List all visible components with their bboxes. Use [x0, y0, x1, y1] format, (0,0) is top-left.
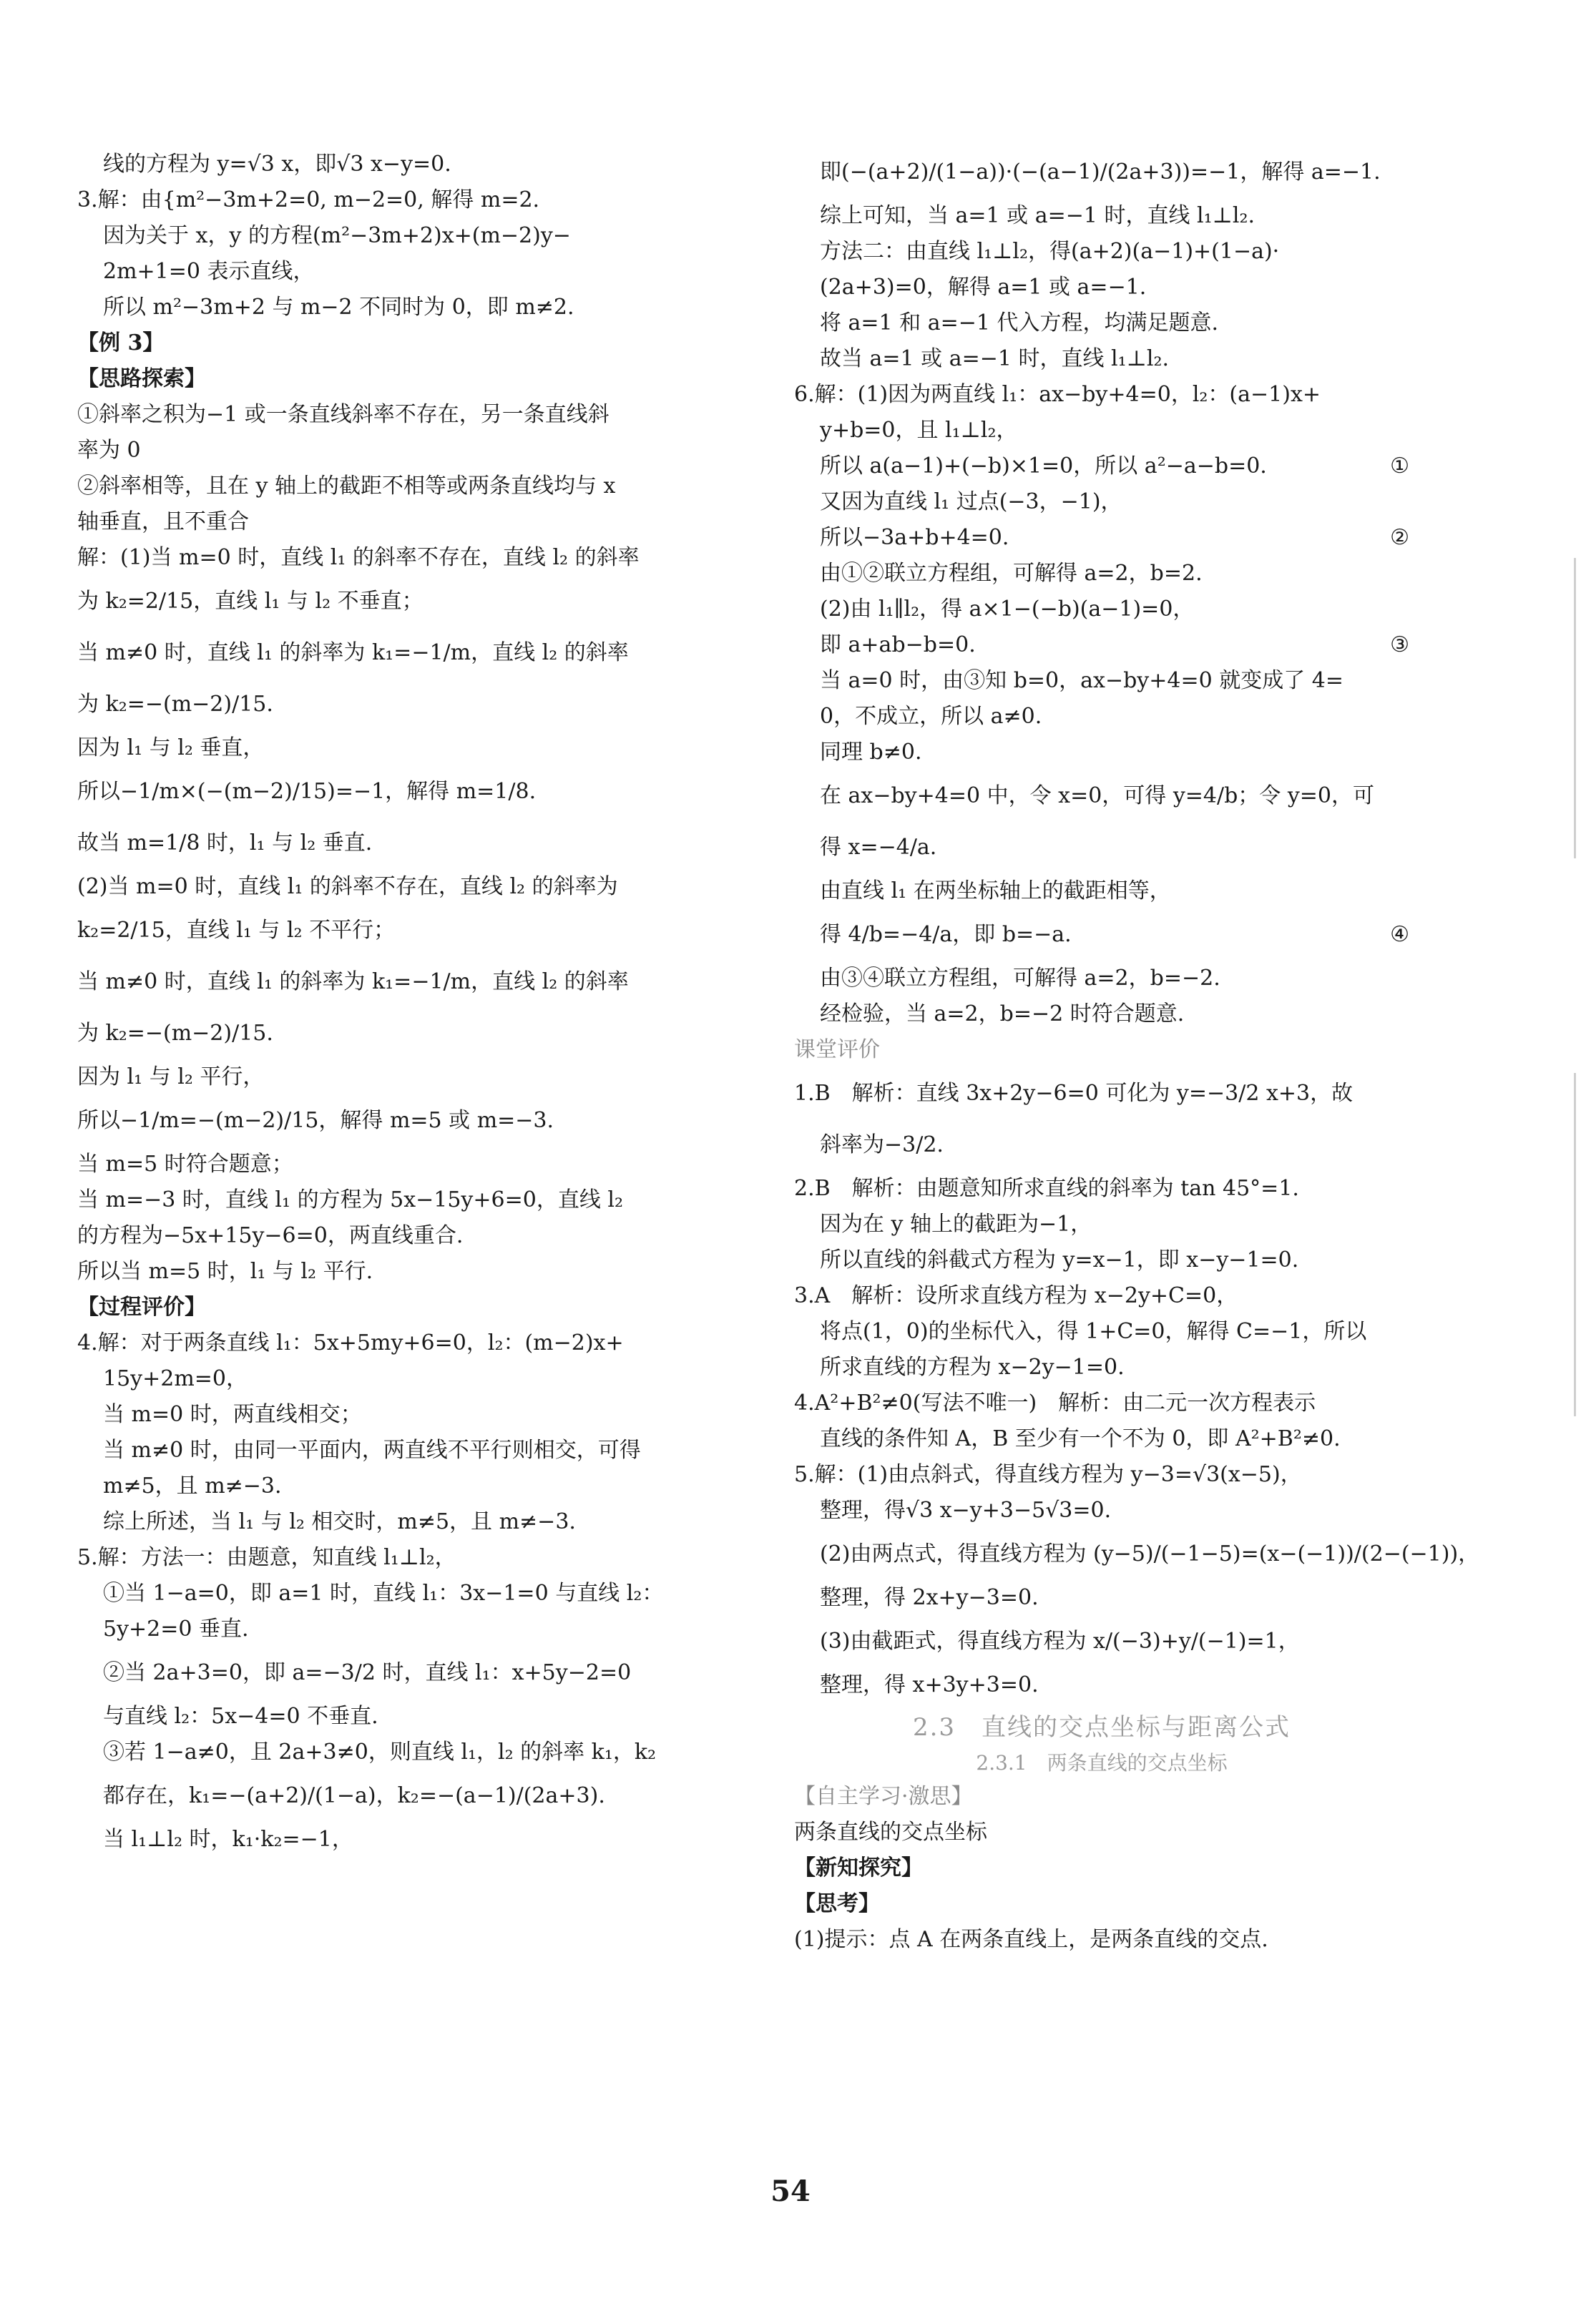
line-text: 为 k₂=−(m−2)/15. — [77, 1021, 273, 1046]
equation-number: ① — [1390, 453, 1409, 479]
line-text: k₂=2/15，直线 l₁ 与 l₂ 不平行； — [77, 918, 396, 943]
line-text: 综上可知，当 a=1 或 a=−1 时，直线 l₁⊥l₂. — [820, 203, 1256, 228]
line-text: 5.解：方法一：由题意，知直线 l₁⊥l₂， — [77, 1545, 456, 1570]
text-line — [794, 1779, 1409, 1815]
text-line — [794, 1032, 1409, 1068]
line-text: 故当 a=1 或 a=−1 时，直线 l₁⊥l₂. — [820, 346, 1170, 371]
page-edge-mark — [1574, 558, 1576, 858]
line-text: 【思考】 — [794, 1891, 880, 1916]
text-line — [77, 627, 692, 679]
text-line — [77, 1218, 692, 1254]
text-line — [794, 592, 1409, 627]
text-line — [77, 1095, 692, 1147]
line-text: 因为在 y 轴上的截距为−1， — [820, 1212, 1092, 1237]
text-line — [794, 1529, 1480, 1580]
line-text: 当 a=0 时，由③知 b=0，ax−by+4=0 就变成了 4= — [820, 668, 1343, 693]
line-text: 都存在，k₁=−(a+2)/(1−a)，k₂=−(a−1)/(2a+3). — [103, 1783, 605, 1808]
right-column-lines — [794, 147, 1480, 1703]
text-line — [794, 1421, 1409, 1457]
line-text: 【例 3】 — [77, 330, 165, 356]
page-number: 54 — [770, 2175, 811, 2208]
line-text: 整理，得 2x+y−3=0. — [820, 1585, 1039, 1610]
text-line — [77, 1147, 692, 1182]
line-text: 线的方程为 y=√3 x，即√3 x−y=0. — [103, 152, 451, 177]
line-text: 当 m=5 时符合题意； — [77, 1152, 293, 1177]
line-text: 又因为直线 l₁ 过点(−3，−1)， — [820, 489, 1122, 514]
text-line — [794, 1580, 1409, 1616]
text-line — [77, 1008, 692, 1059]
text-line — [77, 147, 692, 182]
text-line — [77, 218, 692, 254]
line-text: 的方程为−5x+15y−6=0，两直线重合. — [77, 1223, 464, 1248]
line-text: 3.解：由{m²−3m+2=0, m−2=0, 解得 m=2. — [77, 187, 540, 212]
text-line — [77, 1397, 692, 1433]
text-line — [794, 1886, 1409, 1922]
line-text: 将 a=1 和 a=−1 代入方程，均满足题意. — [820, 310, 1219, 335]
text-line — [77, 182, 692, 218]
text-line — [77, 1361, 692, 1397]
text-line — [794, 996, 1409, 1032]
line-text: 综上所述，当 l₁ 与 l₂ 相交时，m≠5，且 m≠−3. — [103, 1509, 576, 1534]
text-line — [794, 556, 1409, 592]
line-text: 所以−1/m×(−(m−2)/15)=−1，解得 m=1/8. — [77, 779, 537, 804]
text-line — [794, 909, 1409, 961]
line-text: 为 k₂=2/15，直线 l₁ 与 l₂ 不垂直； — [77, 589, 424, 614]
text-line — [794, 1207, 1409, 1242]
line-text: 6.解：(1)因为两直线 l₁：ax−by+4=0，l₂：(a−1)x+ — [794, 382, 1321, 407]
line-text: 5y+2=0 垂直. — [103, 1617, 249, 1642]
line-text: 与直线 l₂：5x−4=0 不垂直. — [103, 1704, 378, 1729]
line-text: 由③④联立方程组，可解得 a=2，b=−2. — [820, 966, 1220, 991]
line-text: 得 4/b=−4/a，即 b=−a. — [820, 922, 1072, 947]
text-line — [794, 1616, 1409, 1667]
text-line — [794, 1850, 1409, 1886]
line-text: 由直线 l₁ 在两坐标轴上的截距相等， — [820, 878, 1171, 903]
text-line — [77, 504, 692, 540]
line-text: 整理，得 x+3y+3=0. — [820, 1672, 1039, 1697]
text-line — [77, 361, 692, 397]
line-text: 直线的条件知 A，B 至少有一个不为 0，即 A²+B²≠0. — [820, 1426, 1341, 1451]
line-text: 故当 m=1/8 时，l₁ 与 l₂ 垂直. — [77, 830, 373, 855]
text-line — [794, 699, 1409, 735]
text-line — [77, 1822, 692, 1858]
text-line — [77, 540, 692, 576]
text-line — [794, 1242, 1409, 1278]
text-line — [77, 1540, 692, 1576]
line-text: 斜率为−3/2. — [820, 1132, 944, 1157]
text-line — [77, 1576, 692, 1612]
text-line — [77, 905, 692, 956]
line-text: 【过程评价】 — [77, 1295, 206, 1320]
line-text: ②当 2a+3=0，即 a=−3/2 时，直线 l₁：x+5y−2=0 — [103, 1660, 632, 1685]
text-line — [794, 198, 1409, 234]
text-line — [794, 377, 1409, 413]
line-text: 在 ax−by+4=0 中，令 x=0，可得 y=4/b；令 y=0，可 — [820, 783, 1375, 808]
text-line — [77, 325, 692, 361]
line-text: ③若 1−a≠0，且 2a+3≠0，则直线 l₁，l₂ 的斜率 k₁，k₂ — [103, 1740, 657, 1765]
text-line — [794, 147, 1409, 198]
text-line — [77, 1469, 692, 1504]
line-text: 方法二：由直线 l₁⊥l₂，得(a+2)(a−1)+(1−a)· — [820, 239, 1280, 264]
text-line — [77, 254, 692, 290]
text-line — [794, 1068, 1409, 1119]
text-line — [794, 770, 1409, 822]
line-text: 当 l₁⊥l₂ 时，k₁·k₂=−1， — [103, 1827, 353, 1852]
line-text: 1.B 解析：直线 3x+2y−6=0 可化为 y=−3/2 x+3，故 — [794, 1081, 1354, 1106]
line-text: 2m+1=0 表示直线， — [103, 259, 315, 284]
text-line — [77, 679, 692, 730]
text-line — [794, 1493, 1409, 1529]
text-line — [77, 1059, 692, 1095]
line-text: (3)由截距式，得直线方程为 x/(−3)+y/(−1)=1， — [820, 1629, 1300, 1654]
text-line — [77, 397, 692, 433]
line-text: 课堂评价 — [794, 1037, 880, 1062]
text-line — [77, 1290, 692, 1325]
equation-number: ② — [1390, 525, 1409, 550]
text-line — [794, 961, 1409, 996]
line-text: 5.解：(1)由点斜式，得直线方程为 y−3=√3(x−5)， — [794, 1462, 1302, 1487]
section-title: 2.3 直线的交点坐标与距离公式 — [912, 1713, 1291, 1742]
text-line — [77, 576, 692, 627]
text-line — [794, 822, 1409, 873]
text-line — [77, 1647, 692, 1699]
text-line — [794, 873, 1409, 909]
text-line — [77, 469, 692, 504]
text-line — [77, 1182, 692, 1218]
text-line — [794, 305, 1409, 341]
text-line — [794, 1171, 1409, 1207]
line-text: 15y+2m=0， — [103, 1366, 248, 1391]
text-line — [794, 627, 1409, 663]
line-text: 0，不成立，所以 a≠0. — [820, 704, 1042, 729]
text-line — [794, 1278, 1409, 1314]
text-line — [794, 1314, 1409, 1350]
text-line — [77, 818, 692, 869]
subsection-title: 2.3.1 两条直线的交点坐标 — [976, 1751, 1228, 1775]
line-text: 所以−1/m=−(m−2)/15，解得 m=5 或 m=−3. — [77, 1108, 554, 1133]
line-text: 轴垂直，且不重合 — [77, 509, 249, 534]
line-text: (2a+3)=0，解得 a=1 或 a=−1. — [820, 275, 1147, 300]
text-line — [77, 1612, 692, 1647]
text-line — [77, 1254, 692, 1290]
text-line — [794, 663, 1409, 699]
text-line — [794, 270, 1409, 305]
line-text: 即 a+ab−b=0. — [820, 632, 976, 657]
line-text: 经检验，当 a=2，b=−2 时符合题意. — [820, 1001, 1185, 1026]
page-edge-mark — [1574, 1073, 1576, 1416]
line-text: 由①②联立方程组，可解得 a=2，b=2. — [820, 561, 1203, 586]
text-line — [77, 290, 692, 325]
line-text: 因为 l₁ 与 l₂ 平行， — [77, 1064, 265, 1089]
line-text: 当 m≠0 时，由同一平面内，两直线不平行则相交，可得 — [103, 1438, 641, 1463]
line-text: 率为 0 — [77, 438, 141, 463]
text-line — [794, 1815, 1409, 1850]
text-line — [794, 1350, 1409, 1386]
line-text: (2)当 m=0 时，直线 l₁ 的斜率不存在，直线 l₂ 的斜率为 — [77, 874, 618, 899]
text-line — [77, 1433, 692, 1469]
text-line — [794, 413, 1409, 448]
text-line — [794, 234, 1409, 270]
line-text: (2)由两点式，得直线方程为 (y−5)/(−1−5)=(x−(−1))/(2−(−1))， — [820, 1541, 1480, 1567]
right-column-tail — [794, 1779, 1409, 1958]
line-text: 即(−(a+2)/(1−a))·(−(a−1)/(2a+3))=−1，解得 a=−1. — [820, 160, 1381, 185]
text-line — [794, 1386, 1409, 1421]
text-line — [77, 730, 692, 766]
line-text: 【思路探索】 — [77, 366, 206, 391]
line-text: (2)由 l₁∥l₂，得 a×1−(−b)(a−1)=0， — [820, 597, 1195, 622]
line-text: 将点(1，0)的坐标代入，得 1+C=0，解得 C=−1，所以 — [820, 1319, 1367, 1344]
text-line — [77, 1699, 692, 1735]
text-line — [794, 735, 1409, 770]
text-line — [794, 484, 1409, 520]
line-text: 为 k₂=−(m−2)/15. — [77, 692, 273, 717]
line-text: 因为 l₁ 与 l₂ 垂直， — [77, 735, 265, 760]
text-line — [77, 1735, 692, 1770]
text-line — [77, 1770, 692, 1822]
line-text: 得 x=−4/a. — [820, 835, 937, 860]
left-column — [77, 147, 692, 1858]
text-line — [794, 1457, 1409, 1493]
line-text: ①当 1−a=0，即 a=1 时，直线 l₁：3x−1=0 与直线 l₂： — [103, 1581, 664, 1606]
line-text: m≠5，且 m≠−3. — [103, 1474, 282, 1499]
text-line — [77, 1504, 692, 1540]
text-line — [794, 1667, 1409, 1703]
text-line — [794, 448, 1409, 484]
equation-number: ③ — [1390, 632, 1409, 657]
line-text: y+b=0，且 l₁⊥l₂， — [820, 418, 1018, 443]
line-text: 【自主学习·激思】 — [794, 1784, 973, 1809]
line-text: (1)提示：点 A 在两条直线上，是两条直线的交点. — [794, 1927, 1268, 1952]
line-text: 所以当 m=5 时，l₁ 与 l₂ 平行. — [77, 1259, 373, 1284]
line-text: 当 m=−3 时，直线 l₁ 的方程为 5x−15y+6=0，直线 l₂ — [77, 1187, 623, 1212]
line-text: 同理 b≠0. — [820, 740, 922, 765]
line-text: 2.B 解析：由题意知所求直线的斜率为 tan 45°=1. — [794, 1176, 1299, 1201]
equation-number: ④ — [1390, 922, 1409, 947]
line-text: 当 m≠0 时，直线 l₁ 的斜率为 k₁=−1/m，直线 l₂ 的斜率 — [77, 969, 629, 994]
line-text: 4.解：对于两条直线 l₁：5x+5my+6=0，l₂：(m−2)x+ — [77, 1330, 624, 1355]
line-text: 所以直线的斜截式方程为 y=x−1，即 x−y−1=0. — [820, 1247, 1299, 1273]
line-text: 因为关于 x，y 的方程(m²−3m+2)x+(m−2)y− — [103, 223, 571, 248]
line-text: 所求直线的方程为 x−2y−1=0. — [820, 1355, 1125, 1380]
line-text: ①斜率之积为−1 或一条直线斜率不存在，另一条直线斜 — [77, 402, 610, 427]
line-text: 所以 a(a−1)+(−b)×1=0，所以 a²−a−b=0. — [820, 453, 1267, 479]
text-line — [77, 956, 692, 1008]
line-text: 3.A 解析：设所求直线方程为 x−2y+C=0， — [794, 1283, 1238, 1308]
text-line — [794, 341, 1409, 377]
text-line — [77, 433, 692, 469]
right-column — [794, 147, 1480, 1958]
line-text: 【新知探究】 — [794, 1855, 923, 1881]
text-line — [794, 1922, 1409, 1958]
line-text: 整理，得√3 x−y+3−5√3=0. — [820, 1498, 1112, 1523]
line-text: 当 m=0 时，两直线相交； — [103, 1402, 362, 1427]
line-text: 所以−3a+b+4=0. — [820, 525, 1009, 550]
line-text: 两条直线的交点坐标 — [794, 1820, 987, 1845]
text-line — [794, 520, 1409, 556]
text-line — [77, 1325, 692, 1361]
text-line — [77, 869, 692, 905]
text-line — [77, 766, 692, 818]
line-text: 解：(1)当 m=0 时，直线 l₁ 的斜率不存在，直线 l₂ 的斜率 — [77, 545, 640, 570]
line-text: 当 m≠0 时，直线 l₁ 的斜率为 k₁=−1/m，直线 l₂ 的斜率 — [77, 640, 629, 665]
line-text: 所以 m²−3m+2 与 m−2 不同时为 0，即 m≠2. — [103, 295, 574, 320]
text-line — [794, 1119, 1409, 1171]
line-text: 4.A²+B²≠0(写法不唯一) 解析：由二元一次方程表示 — [794, 1391, 1316, 1416]
line-text: ②斜率相等，且在 y 轴上的截距不相等或两条直线均与 x — [77, 474, 616, 499]
